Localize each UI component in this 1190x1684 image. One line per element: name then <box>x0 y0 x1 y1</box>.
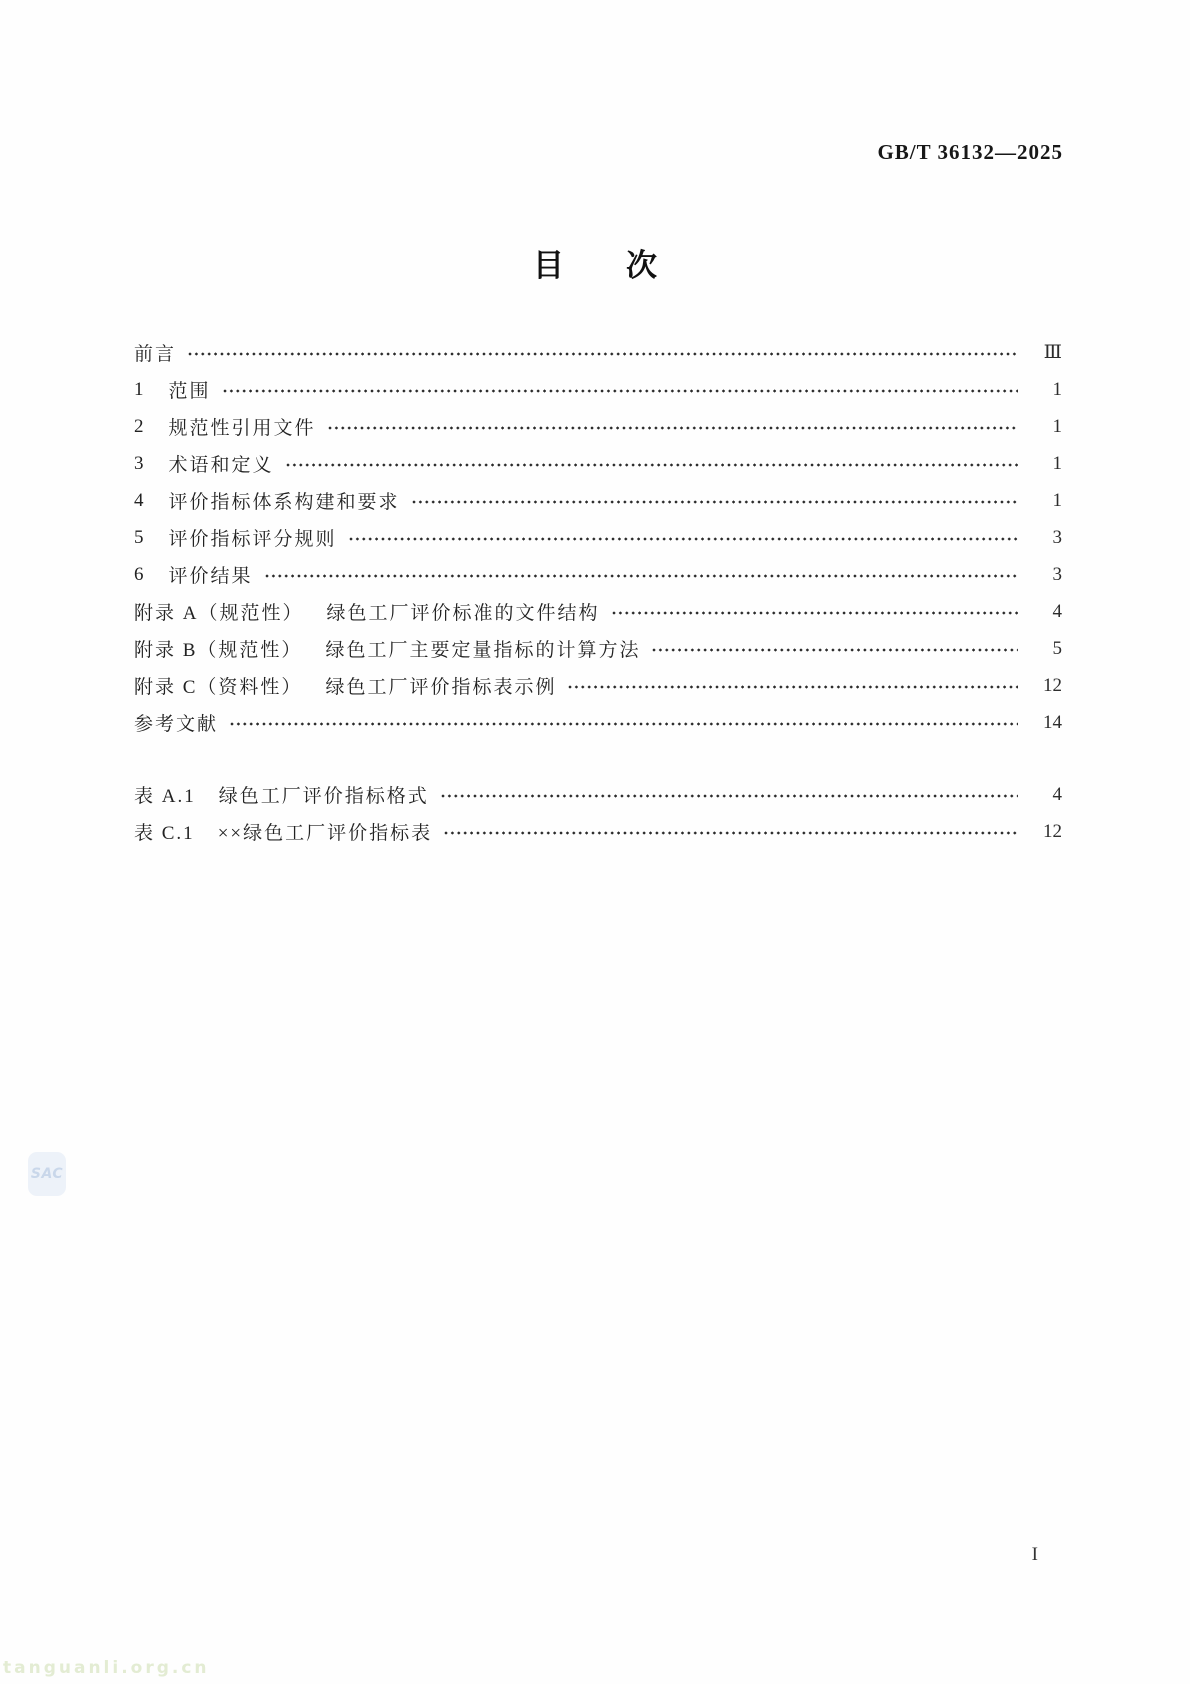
toc-entry-list <box>134 334 1062 741</box>
toc-entry <box>134 334 1062 371</box>
toc-table-number: 表 A.1 <box>134 786 196 807</box>
toc-entry-number: 5 <box>134 526 146 548</box>
toc-entry <box>134 593 1062 630</box>
toc-entry-number: 2 <box>134 415 146 437</box>
dot-leader <box>652 648 1018 652</box>
toc-table-entry <box>134 813 1062 850</box>
toc-entry-title: 绿色工厂主要定量指标的计算方法 <box>325 640 641 661</box>
toc-entry-page: 4 <box>1052 600 1062 622</box>
toc-entry-title: 前言 <box>134 344 177 365</box>
toc-entry-number: 3 <box>134 452 146 474</box>
standard-number-header: GB/T 36132—2025 <box>877 140 1063 164</box>
toc-entry-page: 3 <box>1052 526 1062 548</box>
toc-entry-title: 规范性引用文件 <box>168 418 316 439</box>
toc-entry-title: 绿色工厂评价指标表示例 <box>325 677 557 698</box>
toc-entry-page: 12 <box>1043 674 1062 696</box>
toc-entry-number: 附录 C（资料性） <box>134 677 303 698</box>
toc-entry <box>134 371 1062 408</box>
sac-logo: SAC <box>28 1152 66 1196</box>
toc-entry-title: 绿色工厂评价标准的文件结构 <box>326 603 600 624</box>
toc-table-page: 4 <box>1052 783 1062 805</box>
dot-leader <box>188 352 1018 356</box>
toc-entry-page: 1 <box>1052 489 1062 511</box>
table-of-contents <box>134 334 1062 850</box>
footer-page-number: I <box>1031 1544 1038 1565</box>
toc-entry-title: 评价结果 <box>168 566 253 587</box>
toc-entry <box>134 482 1062 519</box>
toc-entry-number: 附录 A（规范性） <box>134 603 304 624</box>
dot-leader <box>265 574 1018 578</box>
toc-entry-page: 1 <box>1052 415 1062 437</box>
dot-leader <box>441 794 1018 798</box>
toc-entry-title: 评价指标体系构建和要求 <box>168 492 400 513</box>
dot-leader <box>230 722 1018 726</box>
toc-entry-title: 参考文献 <box>134 714 219 735</box>
page-title: 目次 <box>533 248 719 283</box>
toc-table-list <box>134 776 1062 850</box>
toc-entry <box>134 556 1062 593</box>
toc-entry-page: 5 <box>1052 637 1062 659</box>
toc-table-title: ××绿色工厂评价指标表 <box>217 823 433 844</box>
toc-entry <box>134 519 1062 556</box>
toc-entry-page: Ⅲ <box>1043 342 1062 363</box>
toc-entry-title: 范围 <box>168 381 211 402</box>
toc-entry-page: 14 <box>1043 711 1062 733</box>
toc-table-number: 表 C.1 <box>134 823 195 844</box>
toc-entry-title: 术语和定义 <box>168 455 274 476</box>
toc-entry <box>134 630 1062 667</box>
toc-entry <box>134 704 1062 741</box>
toc-entry-page: 1 <box>1052 452 1062 474</box>
dot-leader <box>444 831 1018 835</box>
dot-leader <box>412 500 1018 504</box>
toc-entry-page: 3 <box>1052 563 1062 585</box>
dot-leader <box>568 685 1018 689</box>
toc-table-entry <box>134 776 1062 813</box>
dot-leader <box>328 426 1018 430</box>
toc-entry-title: 评价指标评分规则 <box>168 529 337 550</box>
toc-entry-number: 6 <box>134 563 146 585</box>
site-watermark: tanguanli.org.cn <box>3 1658 210 1678</box>
toc-entry-page: 1 <box>1052 378 1062 400</box>
toc-entry <box>134 408 1062 445</box>
toc-entry-number: 4 <box>134 489 146 511</box>
dot-leader <box>349 537 1018 541</box>
toc-table-page: 12 <box>1043 820 1062 842</box>
dot-leader <box>223 389 1018 393</box>
toc-entry <box>134 667 1062 704</box>
dot-leader <box>612 611 1019 615</box>
toc-table-title: 绿色工厂评价指标格式 <box>218 786 429 807</box>
toc-entry <box>134 445 1062 482</box>
dot-leader <box>286 463 1018 467</box>
toc-entry-number: 附录 B（规范性） <box>134 640 303 661</box>
toc-entry-number: 1 <box>134 378 146 400</box>
